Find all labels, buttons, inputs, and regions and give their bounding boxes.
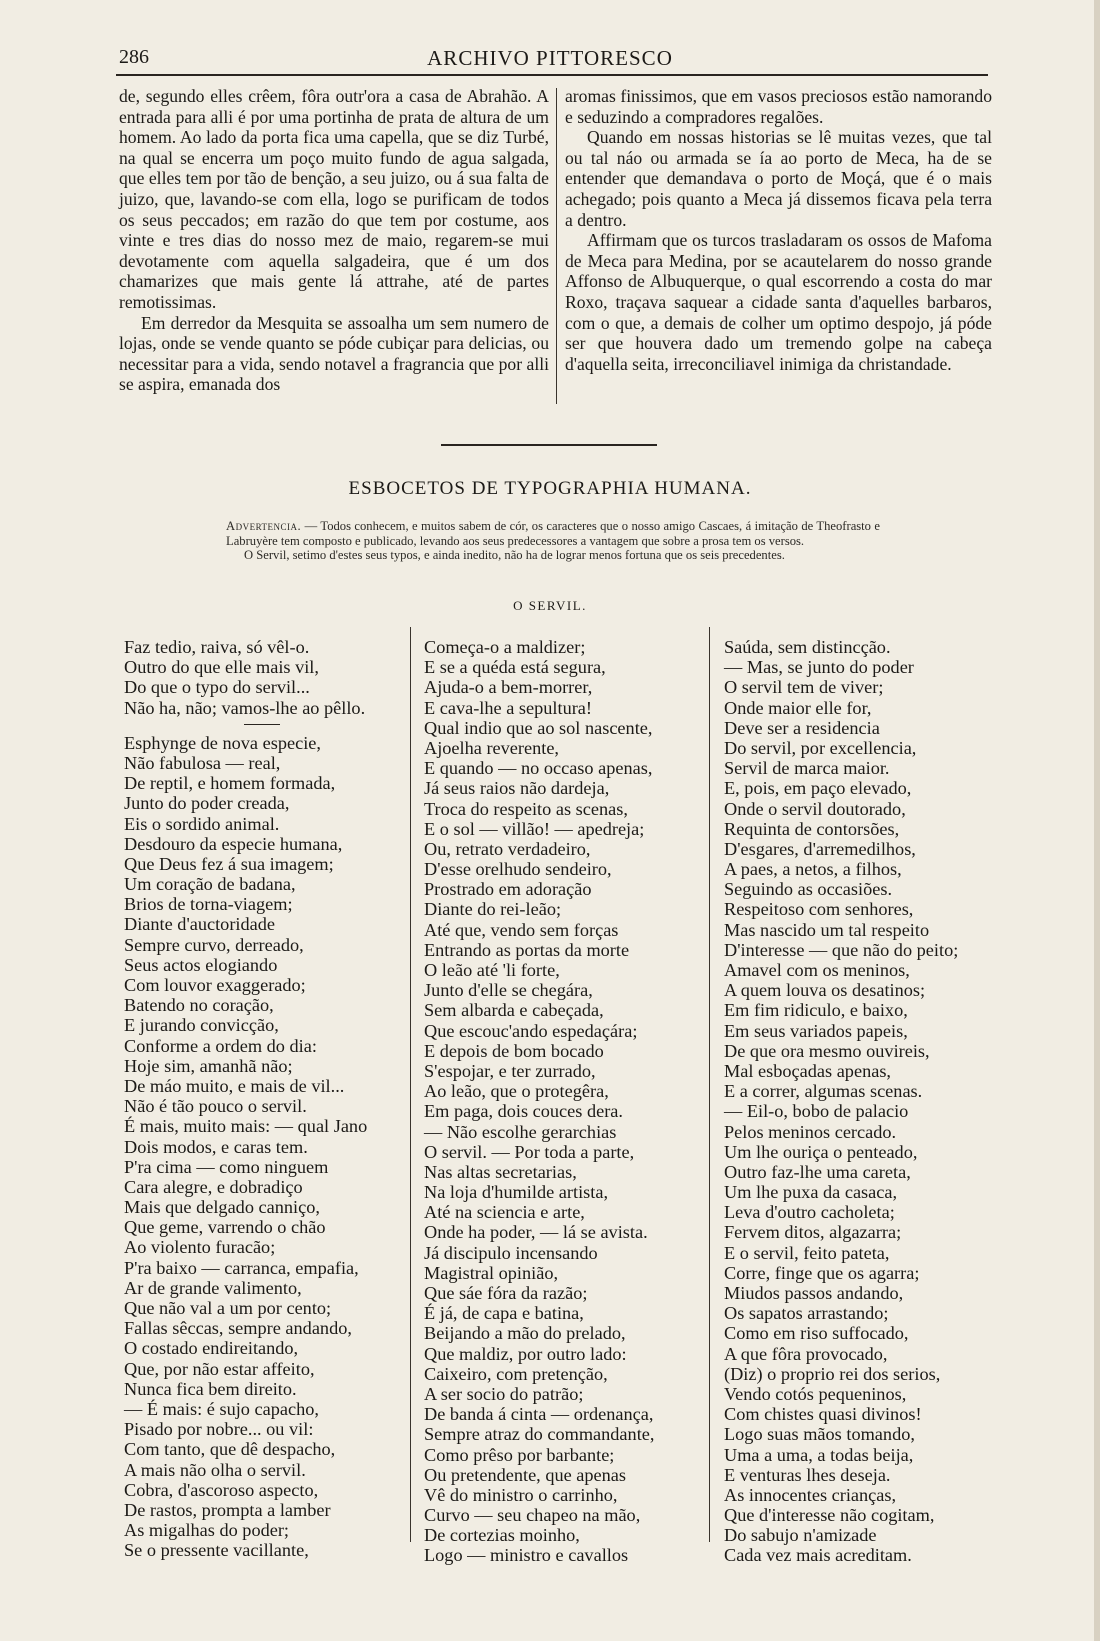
poem-line: Onde maior elle for, bbox=[724, 697, 872, 718]
poem-line: Magistral opinião, bbox=[424, 1262, 559, 1283]
poem-line: Junto do poder creada, bbox=[124, 793, 290, 814]
poem-column-3 bbox=[724, 637, 958, 1566]
poem-line: Na loja d'humilde artista, bbox=[424, 1182, 609, 1203]
poem-line: Até na sciencia e arte, bbox=[424, 1202, 585, 1223]
poem-line: Desdouro da especie humana, bbox=[124, 833, 343, 854]
poem-line: Uma a uma, a todas beija, bbox=[724, 1444, 914, 1465]
poem-line: — É mais: é sujo capacho, bbox=[124, 1398, 319, 1419]
prose-paragraph: de, segundo elles crêem, fôra outr'ora a casa de Abrahão. A entrada para alli é por uma portinha de prata de altura de um homem. Ao lado da porta fica uma capella, que se diz Turbé, na qual se encerra um poço muito fundo de agua salgada, que elles tem por tão de benção, a seu juizo, ou á sua falta de juizo, que, lavando-se com ella, logo se purificam de todos os seus peccados; em razão do que tem por costume, aos vinte e tres dias do nosso mez de maio, regarem-se mui devotamente com aquella salgadeira, que é um dos chamarizes que mais gente lá attrahe, até de partes remotissimas. bbox=[119, 86, 549, 312]
poem-line: Sempre curvo, derreado, bbox=[124, 934, 304, 955]
poem-line: Respeitoso com senhores, bbox=[724, 899, 914, 920]
poem-line: Eis o sordido animal. bbox=[124, 813, 280, 834]
poem-line: Requinta de contorsões, bbox=[724, 818, 900, 839]
poem-line: Conforme a ordem do dia: bbox=[124, 1035, 317, 1056]
poem-line: Em seus variados papeis, bbox=[724, 1020, 908, 1041]
poem-line: D'interesse — que não do peito; bbox=[724, 939, 959, 960]
poem-line: Caixeiro, com pretenção, bbox=[424, 1363, 608, 1384]
poem-line: Já seus raios não dardeja, bbox=[424, 778, 610, 799]
poem-line: A ser socio do patrão; bbox=[424, 1383, 584, 1404]
poem-line: Já discipulo incensando bbox=[424, 1242, 598, 1263]
poem-line: Em paga, dois couces dera. bbox=[424, 1101, 623, 1122]
poem-line: Dois modos, e caras tem. bbox=[124, 1136, 308, 1157]
poem-line: Com chistes quasi divinos! bbox=[724, 1404, 922, 1425]
poem-title: O SERVIL. bbox=[513, 598, 587, 613]
poem-line: Ar de grande valimento, bbox=[124, 1277, 302, 1298]
poem-line: Leva d'outro cacholeta; bbox=[724, 1202, 895, 1223]
poem-line: Cada vez mais acreditam. bbox=[724, 1545, 912, 1566]
editorial-note bbox=[226, 519, 880, 563]
poem-column-1 bbox=[124, 637, 367, 1560]
prose-column-right bbox=[565, 86, 992, 374]
poem-line: Como prêso por barbante; bbox=[424, 1444, 615, 1465]
poem-line: E quando — no occaso apenas, bbox=[424, 758, 653, 779]
poem-line: Que Deus fez á sua imagem; bbox=[124, 853, 334, 874]
page-number: 286 bbox=[119, 46, 149, 68]
poem-line: Sem albarda e cabeçada, bbox=[424, 1000, 604, 1021]
poem-line: Mas nascido um tal respeito bbox=[724, 919, 930, 940]
poem-line: Nunca fica bem direito. bbox=[124, 1378, 297, 1399]
poem-line: Nas altas secretarias, bbox=[424, 1161, 577, 1182]
poem-line: Servil de marca maior. bbox=[724, 758, 890, 779]
poem-line: Ou, retrato verdadeiro, bbox=[424, 838, 591, 859]
poem-line: Não ha, não; vamos-lhe ao pêllo. bbox=[124, 697, 366, 718]
poem-column-2 bbox=[424, 637, 654, 1566]
poem-line: Prostrado em adoração bbox=[424, 879, 592, 900]
prose-paragraph: Em derredor da Mesquita se assoalha um sem numero de lojas, onde se vende quanto se póde cubiçar para delicias, ou necessitar para a vida, sendo notavel a fragrancia que por alli se aspira, emanada dos bbox=[119, 312, 549, 395]
poem-line: Começa-o a maldizer; bbox=[424, 637, 586, 657]
poem-line: Curvo — seu chapeo na mão, bbox=[424, 1505, 641, 1526]
poem-line: Miudos passos andando, bbox=[724, 1283, 904, 1303]
poem-line: Beijando a mão do prelado, bbox=[424, 1323, 626, 1344]
poem-line: Com tanto, que dê despacho, bbox=[124, 1439, 336, 1460]
poem-line: Mal esboçadas apenas, bbox=[724, 1060, 892, 1081]
poem-line: — Não escolhe gerarchias bbox=[424, 1121, 617, 1142]
poem-line: O servil tem de viver; bbox=[724, 677, 884, 698]
poem-line: D'esgares, d'arremedilhos, bbox=[724, 838, 916, 859]
poem-line: As migalhas do poder; bbox=[124, 1520, 290, 1541]
poem-line: Onde ha poder, — lá se avista. bbox=[424, 1222, 648, 1243]
poem-line: Ao leão, que o protegêra, bbox=[424, 1081, 609, 1102]
prose-paragraph: Quando em nossas historias se lê muitas vezes, que tal ou tal náo ou armada se ía ao porto de Meca, ha de se entender que demandava o porto de Moçá, que é o mais achegado; pois quanto a Meca já dissemos ficava pela terra a dentro. bbox=[565, 127, 992, 230]
poem-line: P'ra cima — como ninguem bbox=[124, 1156, 329, 1177]
poem-line: Se o pressente vacillante, bbox=[124, 1540, 309, 1561]
poem-line: Amavel com os meninos, bbox=[724, 960, 910, 980]
poem-line: E venturas lhes deseja. bbox=[724, 1464, 891, 1485]
poem-line: Não é tão pouco o servil. bbox=[124, 1096, 307, 1117]
poem-line: Que não val a um por cento; bbox=[124, 1298, 332, 1318]
section-title: ESBOCETOS DE TYPOGRAPHIA HUMANA. bbox=[348, 478, 752, 499]
poem-line: A quem louva os desatinos; bbox=[724, 980, 926, 1001]
header-rule bbox=[116, 74, 988, 76]
poem-line: Os sapatos arrastando; bbox=[724, 1303, 889, 1324]
prose-paragraph: Affirmam que os turcos trasladaram os ossos de Mafoma de Meca para Medina, por se acautelarem do nosso grande Affonso de Albuquerque, o qual escorrendo a costa do mar Roxo, traçava saquear a cidade santa d'aquelles barbaros, com o que, a demais de colher um optimo despojo, já póde ser que houvera dado um tremendo golpe na cabeça d'aquella seita, irreconciliavel inimiga da christandade. bbox=[565, 230, 992, 374]
poem-line: Hoje sim, amanhã não; bbox=[124, 1055, 293, 1076]
poem-line: Diante d'auctoridade bbox=[124, 914, 275, 935]
poem-line: Do servil, por excellencia, bbox=[724, 737, 917, 758]
poem-line: Junto d'elle se chegára, bbox=[424, 980, 593, 1001]
poem-line: (Diz) o proprio rei dos serios, bbox=[724, 1363, 941, 1384]
poem-line: Fallas sêccas, sempre andando, bbox=[124, 1318, 352, 1339]
note-text-2: O Servil, setimo d'estes seus typos, e ainda inedito, não ha de lograr menos fortuna que os seis precedentes. bbox=[244, 548, 785, 562]
poem-line: Seguindo as occasiões. bbox=[724, 879, 893, 900]
poem-line: Ajuda-o a bem-morrer, bbox=[424, 677, 593, 698]
poem-line: Cara alegre, e dobradiço bbox=[124, 1176, 303, 1197]
poem-line: Em fim ridiculo, e baixo, bbox=[724, 1000, 908, 1021]
poem-line: Não fabulosa — real, bbox=[124, 752, 281, 773]
poem-line: Entrando as portas da morte bbox=[424, 939, 630, 960]
poem-line: Corre, finge que os agarra; bbox=[724, 1262, 920, 1283]
poem-line: Brios de torna-viagem; bbox=[124, 894, 293, 915]
poem-line: As innocentes crianças, bbox=[724, 1484, 897, 1505]
poem-line: E o sol — villão! — apedreja; bbox=[424, 818, 645, 839]
poem-line: Que escouc'ando espedaçára; bbox=[424, 1020, 638, 1041]
poem-line: De que ora mesmo ouvireis, bbox=[724, 1040, 930, 1061]
poem-line: O leão até 'li forte, bbox=[424, 960, 560, 980]
poem-line: Sempre atraz do commandante, bbox=[424, 1424, 655, 1445]
poem-line: Que d'interesse não cogitam, bbox=[724, 1505, 935, 1526]
poem-line: Ao violento furacão; bbox=[124, 1237, 276, 1258]
running-title: ARCHIVO PITTORESCO bbox=[427, 46, 673, 70]
poem-line: Onde o servil doutorado, bbox=[724, 798, 906, 819]
column-divider bbox=[410, 627, 411, 1542]
page-edge bbox=[1094, 0, 1100, 1641]
poem-line: Do sabujo n'amizade bbox=[724, 1525, 877, 1546]
poem-line: Com louvor exaggerado; bbox=[124, 975, 306, 995]
stanza-rule bbox=[244, 724, 280, 725]
poem-line: A mais não olha o servil. bbox=[124, 1459, 306, 1480]
poem-line: E o servil, feito pateta, bbox=[724, 1242, 890, 1263]
poem-line: O costado endireitando, bbox=[124, 1338, 299, 1359]
poem-line: Logo — ministro e cavallos bbox=[424, 1545, 629, 1566]
section-separator bbox=[441, 444, 657, 446]
poem-line: Faz tedio, raiva, só vêl-o. bbox=[124, 637, 310, 657]
poem-line: De reptil, e homem formada, bbox=[124, 773, 336, 794]
poem-line: Troca do respeito as scenas, bbox=[424, 798, 628, 819]
poem-line: É mais, muito mais: — qual Jano bbox=[124, 1116, 368, 1137]
poem-line: Batendo no coração, bbox=[124, 995, 274, 1016]
poem-line: Um lhe ouriça o penteado, bbox=[724, 1141, 918, 1162]
poem-line: A paes, a netos, a filhos, bbox=[724, 859, 902, 880]
poem-line: E depois de bom bocado bbox=[424, 1040, 604, 1061]
poem-line: Qual indio que ao sol nascente, bbox=[424, 717, 653, 738]
poem-line: E a correr, algumas scenas. bbox=[724, 1081, 923, 1102]
note-text: — Todos conhecem, e muitos sabem de cór, os caracteres que o nosso amigo Cascaes, á imitação de Theofrasto e Labruyère tem composto e publicado, levando aos seus predecessores a vantagem que sobre a prosa tem os versos. bbox=[226, 519, 880, 548]
poem-line: E jurando convicção, bbox=[124, 1015, 279, 1036]
poem-line: De máo muito, e mais de vil... bbox=[124, 1075, 345, 1096]
poem-line: Outro faz-lhe uma careta, bbox=[724, 1161, 911, 1182]
poem-line: E cava-lhe a sepultura! bbox=[424, 697, 592, 718]
poem-line: Pisado por nobre... ou vil: bbox=[124, 1419, 314, 1440]
poem-line: Um coração de badana, bbox=[124, 874, 296, 895]
prose-column-left bbox=[119, 86, 549, 395]
poem-line: De rastos, prompta a lamber bbox=[124, 1499, 331, 1520]
poem-line: Seus actos elogiando bbox=[124, 954, 278, 975]
poem-line: Saúda, sem distincção. bbox=[724, 637, 891, 657]
poem-line: Ou pretendente, que apenas bbox=[424, 1464, 627, 1485]
poem-line: Que geme, varrendo o chão bbox=[124, 1217, 326, 1238]
poem-line: Vendo cotós pequeninos, bbox=[724, 1383, 907, 1404]
poem-line: Deve ser a residencia bbox=[724, 717, 880, 738]
poem-line: A que fôra provocado, bbox=[724, 1343, 888, 1364]
poem-line: Mais que delgado canniço, bbox=[124, 1197, 320, 1218]
poem-line: Como em riso suffocado, bbox=[724, 1323, 909, 1344]
column-divider bbox=[556, 88, 557, 404]
poem-line: Cobra, d'ascoroso aspecto, bbox=[124, 1479, 319, 1500]
poem-line: Que sáe fóra da razão; bbox=[424, 1283, 588, 1303]
prose-paragraph: aromas finissimos, que em vasos preciosos estão namorando e seduzindo a compradores regalões. bbox=[565, 86, 992, 127]
poem-line: D'esse orelhudo sendeiro, bbox=[424, 859, 612, 880]
poem-line: O servil. — Por toda a parte, bbox=[424, 1141, 635, 1162]
poem-line: De cortezias moinho, bbox=[424, 1525, 580, 1546]
poem-line: Que, por não estar affeito, bbox=[124, 1358, 315, 1379]
poem-line: — Eil-o, bobo de palacio bbox=[724, 1101, 909, 1122]
poem-line: Do que o typo do servil... bbox=[124, 677, 310, 698]
poem-line: S'espojar, e ter zurrado, bbox=[424, 1060, 596, 1081]
poem-line: Um lhe puxa da casaca, bbox=[724, 1182, 898, 1203]
poem-line: Vê do ministro o carrinho, bbox=[424, 1484, 618, 1505]
poem-line: Esphynge de nova especie, bbox=[124, 732, 321, 753]
poem-line: Logo suas mãos tomando, bbox=[724, 1424, 915, 1445]
poem-line: E, pois, em paço elevado, bbox=[724, 778, 912, 799]
poem-line: Pelos meninos cercado. bbox=[724, 1121, 897, 1142]
note-label: Advertencia. bbox=[226, 519, 302, 533]
poem-line: Diante do rei-leão; bbox=[424, 899, 562, 920]
poem-line: Outro do que elle mais vil, bbox=[124, 657, 319, 678]
poem-line: Até que, vendo sem forças bbox=[424, 919, 619, 940]
poem-line: E se a quéda está segura, bbox=[424, 657, 606, 678]
poem-line: P'ra baixo — carranca, empafia, bbox=[124, 1257, 359, 1278]
poem-line: Fervem ditos, algazarra; bbox=[724, 1222, 902, 1243]
column-divider bbox=[709, 627, 710, 1542]
poem-line: De banda á cinta — ordenança, bbox=[424, 1404, 654, 1425]
poem-line: — Mas, se junto do poder bbox=[724, 657, 914, 678]
poem-line: É já, de capa e batina, bbox=[424, 1303, 584, 1324]
poem-line: Que maldiz, por outro lado: bbox=[424, 1343, 627, 1364]
poem-line: Ajoelha reverente, bbox=[424, 737, 560, 758]
